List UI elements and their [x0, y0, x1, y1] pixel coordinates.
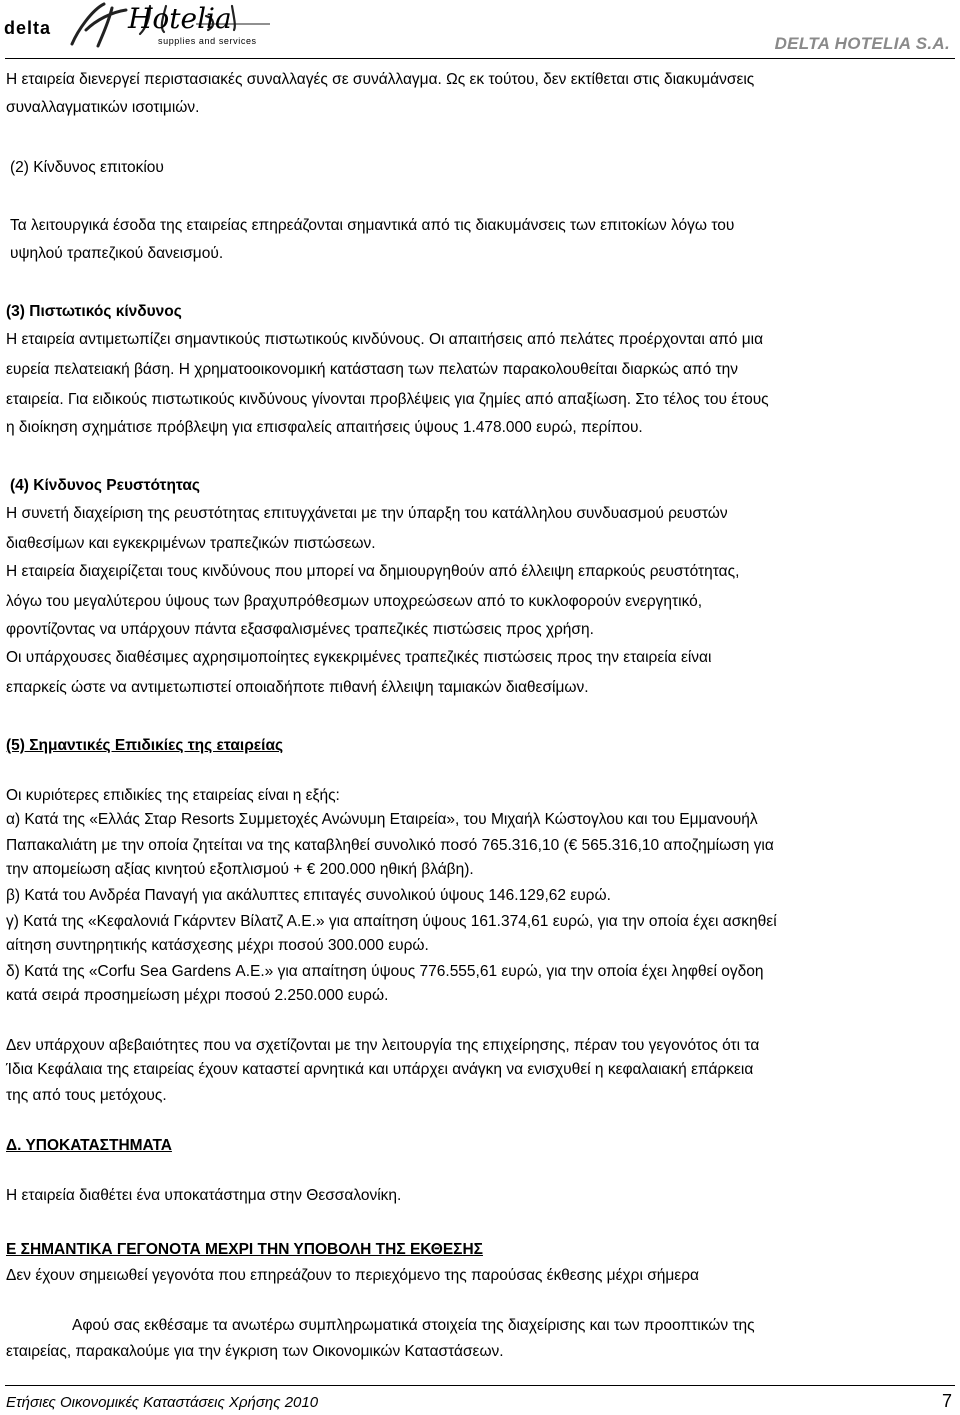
- text-line: φροντίζοντας να υπάρχουν πάντα εξασφαλισμένες τραπεζικές πιστώσεις προς χρήση.: [6, 621, 594, 638]
- text-line: επαρκείς ώστε να αντιμετωπιστεί οποιαδήποτε πιθανή έλλειψη ταμιακών διαθεσίμων.: [6, 679, 589, 696]
- text-line: γ) Κατά της «Κεφαλονιά Γκάρντεν Βίλατζ Α.Ε.» για απαίτηση ύψους 161.374,61 ευρώ, για την οποία έχει ασκηθεί: [6, 913, 777, 930]
- hotelia-logo: [0, 0, 290, 46]
- text-line: η διοίκηση σχημάτισε πρόβλεψη για επισφαλείς απαιτήσεις ύψους 1.478.000 ευρώ, περίπου.: [6, 419, 643, 436]
- heading-litigation: (5) Σημαντικές Επιδικίες της εταιρείας: [6, 737, 284, 754]
- text-line: λόγω του μεγαλύτερου ύψους των βραχυπρόθεσμων υποχρεώσεων από το κυκλοφορούν ενεργητικό,: [6, 593, 703, 610]
- heading-interest-risk: (2) Κίνδυνος επιτοκίου: [10, 159, 164, 176]
- text-line: ευρεία πελατειακή βάση. Η χρηματοοικονομική κατάσταση των πελατών παρακολουθείται διαρκώς από την: [6, 361, 739, 378]
- text-line: Η εταιρεία διαθέτει ένα υποκατάστημα στην Θεσσαλονίκη.: [6, 1187, 402, 1204]
- text-line: Η συνετή διαχείριση της ρευστότητας επιτυγχάνεται με την ύπαρξη του κατάλληλου συνδυασμού ρευστών: [6, 505, 728, 522]
- text-line: υψηλού τραπεζικού δανεισμού.: [10, 245, 224, 262]
- text-line: α) Κατά της «Ελλάς Σταρ Resorts Συμμετοχές Ανώνυμη Εταιρεία», του Μιχαήλ Κώστογλου και του Εμμανουήλ: [6, 811, 758, 828]
- text-line: Δεν έχουν σημειωθεί γεγονότα που επηρεάζουν το περιεχόμενο της παρούσας έκθεσης μέχρι σήμερα: [6, 1267, 699, 1284]
- text-line: Η εταιρεία διενεργεί περιστασιακές συναλλαγές σε συνάλλαγμα. Ως εκ τούτου, δεν εκτίθεται στις διακυμάνσεις: [6, 71, 755, 88]
- text-line: διαθεσίμων και εγκεκριμένων τραπεζικών πιστώσεων.: [6, 535, 376, 552]
- text-line: Παπακαλιάτη με την οποία ζητείται να της καταβληθεί συνολικό ποσό 765.316,10 (€ 565.316,10 αποζημίωση για: [6, 837, 774, 854]
- text-line: κατά σειρά προσημείωση μέχρι ποσού 2.250.000 ευρώ.: [6, 987, 389, 1004]
- text-line: Δεν υπάρχουν αβεβαιότητες που να σχετίζονται με την λειτουργία της επιχείρησης, πέραν του γεγονότος ότι τα: [6, 1037, 760, 1054]
- logo-delta-text: delta: [4, 18, 52, 38]
- text-line: Οι κυριότερες επιδικίες της εταιρείας είναι η εξής:: [6, 787, 340, 804]
- text-line: συναλλαγματικών ισοτιμιών.: [6, 99, 200, 116]
- company-name: DELTA HOTELIA S.A.: [774, 34, 950, 53]
- footer-rule: [5, 1385, 955, 1386]
- logo-subtitle-text: supplies and services: [158, 36, 257, 46]
- text-line: εταιρείας, παρακαλούμε για την έγκριση των Οικονομικών Καταστάσεων.: [6, 1343, 504, 1360]
- heading-liquidity-risk: (4) Κίνδυνος Ρευστότητας: [10, 477, 200, 494]
- page-number: 7: [941, 1391, 952, 1411]
- heading-credit-risk: (3) Πιστωτικός κίνδυνος: [6, 303, 182, 320]
- text-line: αίτηση συντηρητικής κατάσχεσης μέχρι ποσού 300.000 ευρώ.: [6, 937, 429, 954]
- text-line: την απομείωση αξίας κινητού εξοπλισμού + € 200.000 ηθική βλάβη).: [6, 861, 474, 878]
- text-line: β) Κατά του Ανδρέα Παναγή για ακάλυπτες επιταγές συνολικού ύψους 146.129,62 ευρώ.: [6, 887, 611, 904]
- text-line: Η εταιρεία αντιμετωπίζει σημαντικούς πιστωτικούς κινδύνους. Οι απαιτήσεις από πελάτες προέρχονται από μια: [6, 331, 764, 348]
- text-line: Η εταιρεία διαχειρίζεται τους κινδύνους που μπορεί να δημιουργηθούν από έλλειψη επαρκούς ρευστότητας,: [6, 563, 740, 580]
- text-line: Οι υπάρχουσες διαθέσιμες αχρησιμοποίητες εγκεκριμένες τραπεζικές πιστώσεις προς την εταιρεία είναι: [6, 649, 712, 666]
- text-line: Ίδια Κεφάλαια της εταιρείας έχουν καταστεί αρνητικά και υπάρχει ανάγκη να ενισχυθεί η κεφαλαιακή επάρκεια: [6, 1061, 754, 1078]
- heading-subsequent-events: Ε ΣΗΜΑΝΤΙΚΑ ΓΕΓΟΝΟΤΑ ΜΕΧΡΙ ΤΗΝ ΥΠΟΒΟΛΗ ΤΗΣ ΕΚΘΕΣΗΣ: [6, 1241, 483, 1258]
- text-line: δ) Κατά της «Corfu Sea Gardens Α.Ε.» για απαίτηση ύψους 776.555,61 ευρώ, για την οποία έχει ληφθεί ογδοη: [6, 963, 764, 980]
- footer-text: Ετήσιες Οικονομικές Καταστάσεις Χρήσης 2010: [6, 1394, 319, 1411]
- text-line: Τα λειτουργικά έσοδα της εταιρείας επηρεάζονται σημαντικά από τις διακυμάνσεις των επιτοκίων λόγω του: [10, 217, 735, 234]
- text-line: της από τους μετόχους.: [6, 1087, 167, 1104]
- heading-branches: Δ. ΥΠΟΚΑΤΑΣΤΗΜΑΤΑ: [6, 1137, 172, 1154]
- text-line: Αφού σας εκθέσαμε τα ανωτέρω συμπληρωματικά στοιχεία της διαχείρισης και των προοπτικών της: [72, 1317, 755, 1334]
- header-rule: [5, 58, 955, 59]
- text-line: εταιρεία. Για ειδικούς πιστωτικούς κινδύνους γίνονται προβλέψεις για ζημίες από απαξίωση. Στο τέλος του έτους: [6, 391, 769, 408]
- logo-hotelia-text: Hotelia: [128, 2, 232, 35]
